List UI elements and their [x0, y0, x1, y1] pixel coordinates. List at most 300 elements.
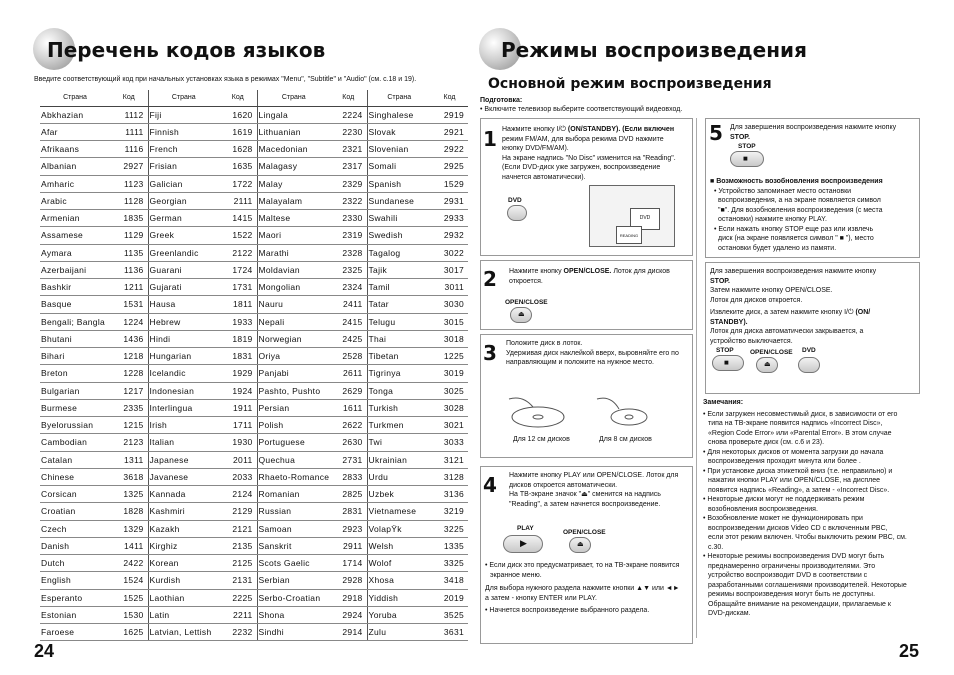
language-name-cell: Cambodian: [40, 434, 110, 451]
step-text-line: (Если DVD-диск уже загружен, воспроизведение: [502, 164, 661, 171]
language-name-cell: Wolof: [367, 555, 431, 572]
language-code-cell: 2328: [330, 244, 367, 261]
language-name-cell: Galician: [148, 175, 219, 192]
note-line: возобновления воспроизведения.: [708, 505, 818, 513]
language-code-cell: 2825: [330, 486, 367, 503]
language-name-cell: Tatar: [367, 296, 431, 313]
right-title-block: [479, 28, 807, 72]
note-line: воспроизведения проходит минута или более .: [708, 458, 861, 465]
language-code-cell: 1225: [431, 348, 468, 365]
table-row: [40, 123, 468, 140]
language-name-cell: Swahili: [367, 210, 431, 227]
note-line: преднамеренно ограничены производителями. Это: [708, 562, 876, 570]
dvd-button[interactable]: [507, 205, 527, 221]
language-name-cell: Persian: [257, 399, 330, 416]
note-line: • Возобновление может не функционировать при: [703, 515, 863, 522]
screen-label: DVD: [639, 215, 651, 221]
language-code-cell: 2919: [431, 106, 468, 123]
language-code-cell: 1411: [110, 537, 148, 554]
language-code-cell: 1711: [219, 417, 257, 434]
language-name-cell: Abkhazian: [40, 106, 110, 123]
language-name-cell: Esperanto: [40, 589, 110, 606]
open-close-label: OPEN/CLOSE: [505, 299, 548, 306]
language-code-cell: 1831: [219, 348, 257, 365]
language-name-cell: Catalan: [40, 451, 110, 468]
header-code: Код: [431, 90, 468, 106]
table-row: [40, 486, 468, 503]
language-code-cell: 2622: [330, 417, 367, 434]
step-text: [509, 267, 689, 286]
page-title: Перечень кодов языков: [47, 38, 326, 62]
dvd-label: DVD: [802, 347, 816, 354]
language-code-cell: 2211: [219, 606, 257, 623]
language-name-cell: Italian: [148, 434, 219, 451]
resume-title: Возможность возобновления воспроизведения: [716, 178, 883, 185]
language-code-cell: 1116: [110, 141, 148, 158]
table-row: [40, 348, 468, 365]
language-name-cell: Georgian: [148, 192, 219, 209]
note-line: • Если диск это предусматривает, то на ТВ-экране появится: [485, 562, 680, 569]
language-name-cell: Tamil: [367, 279, 431, 296]
step-text-line: откроется.: [509, 277, 543, 285]
language-code-cell: 2324: [330, 279, 367, 296]
language-name-cell: Lithuanian: [257, 123, 330, 140]
language-name-cell: Swedish: [367, 227, 431, 244]
language-name-cell: Rhaeto-Romance: [257, 468, 330, 485]
intro-text: Введите соответствующий код при начальных установках языка в режимах "Menu", "Subtitle" и "Audio" (см. с.18 и 19).: [34, 76, 417, 83]
language-name-cell: Moldavian: [257, 261, 330, 278]
note-line: • При установке диска этикеткой вниз (т.е. неправильно) и: [703, 467, 893, 475]
note-line: устройство воспроизводит DVD в соответствии с: [708, 572, 868, 579]
language-name-cell: Kirghiz: [148, 537, 219, 554]
language-code-cell: 1530: [110, 606, 148, 623]
language-code-cell: 2833: [330, 468, 367, 485]
language-code-cell: 2411: [330, 296, 367, 313]
left-title-block: [33, 28, 333, 72]
language-code-cell: 2611: [330, 365, 367, 382]
table-row: [40, 261, 468, 278]
language-name-cell: Serbo-Croatian: [257, 589, 330, 606]
language-code-cell: 2225: [219, 589, 257, 606]
language-code-cell: 2111: [219, 192, 257, 209]
language-code-cell: 2415: [330, 313, 367, 330]
dvd-button-label: DVD: [508, 197, 522, 204]
step-text-line: Нажмите кнопку PLAY или OPEN/CLOSE. Лоток для: [509, 472, 679, 479]
resume-line: остановки) нажмите кнопку PLAY.: [718, 216, 827, 223]
stop-icon: ■: [743, 154, 748, 163]
language-name-cell: Nauru: [257, 296, 330, 313]
eject-icon: ⏏: [577, 541, 584, 548]
open-close-button[interactable]: [569, 537, 591, 553]
language-name-cell: Malagasy: [257, 158, 330, 175]
language-code-cell: 2335: [110, 399, 148, 416]
note-line: типа на ТВ-экране появится надпись «Incorrect Disc»,: [708, 420, 883, 427]
note-line: DVD-дискам.: [708, 610, 751, 617]
language-code-cell: 2121: [219, 520, 257, 537]
language-code-cell: 2011: [219, 451, 257, 468]
note-line: разработанными соглашениями производителей. Некоторые: [708, 581, 907, 589]
language-code-cell: 2914: [330, 624, 367, 641]
language-name-cell: Burmese: [40, 399, 110, 416]
language-code-cell: 1135: [110, 244, 148, 261]
note-line: • Для некоторых дисков от момента загрузки до начала: [703, 448, 884, 456]
language-name-cell: Ukrainian: [367, 451, 431, 468]
language-code-cell: 2731: [330, 451, 367, 468]
disc-8cm-illustration: [591, 393, 661, 433]
note-line: режимы воспроизведения могут быть не доступны.: [708, 591, 876, 598]
language-name-cell: Malayalam: [257, 192, 330, 209]
header-lang: Страна: [367, 90, 431, 106]
language-name-cell: Kannada: [148, 486, 219, 503]
resume-line: воспроизведения, а на экране появляется символ: [718, 197, 881, 204]
table-row: [40, 279, 468, 296]
prep-label: Подготовка:: [480, 97, 523, 104]
end-line: (ON/: [855, 309, 871, 316]
language-name-cell: Arabic: [40, 192, 110, 209]
language-name-cell: Nepali: [257, 313, 330, 330]
language-name-cell: Faroese: [40, 624, 110, 641]
language-code-cell: 1224: [110, 313, 148, 330]
language-code-cell: 2425: [330, 330, 367, 347]
resume-line: "■". Для возобновления воспроизведения (с места: [718, 206, 883, 214]
language-name-cell: Hebrew: [148, 313, 219, 330]
header-code: Код: [330, 90, 367, 106]
step-number: 2: [483, 267, 497, 291]
stop-button[interactable]: [730, 151, 764, 167]
language-code-cell: 2135: [219, 537, 257, 554]
language-name-cell: Sanskrit: [257, 537, 330, 554]
caption-12cm: Для 12 см дисков: [513, 436, 570, 443]
note-line: • Начнется воспроизведение выбранного раздела.: [485, 607, 650, 614]
end-line: Извлеките диск, а затем нажмите кнопку: [710, 309, 843, 316]
language-code-cell: 2330: [330, 210, 367, 227]
language-name-cell: Telugu: [367, 313, 431, 330]
step-2-box: [480, 260, 693, 330]
play-button[interactable]: [503, 535, 543, 553]
language-code-cell: 1415: [219, 210, 257, 227]
language-name-cell: Tigrinya: [367, 365, 431, 382]
language-name-cell: Frisian: [148, 158, 219, 175]
language-name-cell: VolapŸk: [367, 520, 431, 537]
resume-section: [710, 177, 918, 253]
step-text-line: кнопку DVD/FM/AM).: [502, 145, 569, 152]
language-code-cell: 2922: [431, 141, 468, 158]
note-line: • Некоторые режимы воспроизведения DVD могут быть: [703, 553, 885, 560]
table-row: [40, 175, 468, 192]
language-code-cell: 3028: [431, 399, 468, 416]
language-code-cell: 2924: [330, 606, 367, 623]
language-code-cell: 3030: [431, 296, 468, 313]
language-code-cell: 2831: [330, 503, 367, 520]
language-code-cell: 1522: [219, 227, 257, 244]
language-code-cell: 1311: [110, 451, 148, 468]
language-name-cell: Tajik: [367, 261, 431, 278]
language-code-cell: 1217: [110, 382, 148, 399]
language-code-cell: 1930: [219, 434, 257, 451]
language-code-cell: 3418: [431, 572, 468, 589]
language-code-cell: 1819: [219, 330, 257, 347]
language-code-cell: 1211: [110, 279, 148, 296]
language-code-cell: 2124: [219, 486, 257, 503]
step-3-box: [480, 334, 693, 458]
notes-list: [703, 410, 925, 619]
step-5-box: [705, 118, 920, 258]
language-name-cell: Malay: [257, 175, 330, 192]
language-name-cell: Sindhi: [257, 624, 330, 641]
language-code-cell: 3017: [431, 261, 468, 278]
language-code-cell: 2322: [330, 192, 367, 209]
table-row: [40, 227, 468, 244]
open-close-label: OPEN/CLOSE: [750, 349, 793, 356]
language-name-cell: Bhutani: [40, 330, 110, 347]
table-row: [40, 244, 468, 261]
language-name-cell: Interlingua: [148, 399, 219, 416]
table-row: [40, 365, 468, 382]
end-line: Лоток для диска автоматически закрывается, а: [710, 328, 864, 335]
language-name-cell: Turkish: [367, 399, 431, 416]
note-line: Для выбора нужного раздела нажмите кнопки ▲▼ или ◄►: [485, 585, 680, 592]
language-code-cell: 2928: [330, 572, 367, 589]
step-text-line: OPEN/CLOSE.: [563, 268, 612, 275]
language-name-cell: Hausa: [148, 296, 219, 313]
language-code-cell: 2921: [431, 123, 468, 140]
language-name-cell: Oriya: [257, 348, 330, 365]
note-line: снова проверьте диск (см. с.6 и 23).: [708, 439, 825, 446]
language-code-cell: 1933: [219, 313, 257, 330]
step-text-line: Нажмите кнопку: [509, 268, 562, 275]
language-code-cell: 1620: [219, 106, 257, 123]
dvd-button[interactable]: [798, 357, 820, 373]
step-4-box: [480, 466, 693, 644]
language-name-cell: Icelandic: [148, 365, 219, 382]
resume-line: остановки будет удалено из памяти.: [718, 244, 837, 252]
language-name-cell: Javanese: [148, 468, 219, 485]
language-name-cell: Danish: [40, 537, 110, 554]
language-code-cell: 2925: [431, 158, 468, 175]
header-code: Код: [219, 90, 257, 106]
language-code-cell: 1828: [110, 503, 148, 520]
language-code-cell: 3618: [110, 468, 148, 485]
resume-line: • Устройство запоминает место остановки: [714, 187, 852, 195]
language-code-cell: 1811: [219, 296, 257, 313]
end-line: Для завершения воспроизведения нажмите кнопку: [710, 268, 877, 275]
note-line: появится надпись «Reading», а затем - «Incorrect Disc».: [708, 486, 890, 494]
step-1-box: [480, 118, 693, 256]
language-name-cell: Croatian: [40, 503, 110, 520]
language-code-cell: 2232: [219, 624, 257, 641]
language-code-cell: 1123: [110, 175, 148, 192]
language-name-cell: Chinese: [40, 468, 110, 485]
language-code-cell: 1628: [219, 141, 257, 158]
right-page: [477, 0, 954, 675]
tv-screen-icon: [589, 185, 675, 247]
step-text-line: На ТВ-экране значок "⏏" сменится на надпись: [509, 491, 661, 498]
language-name-cell: Xhosa: [367, 572, 431, 589]
language-code-cell: 2329: [330, 175, 367, 192]
language-name-cell: Urdu: [367, 468, 431, 485]
language-name-cell: French: [148, 141, 219, 158]
language-name-cell: Bengali; Bangla: [40, 313, 110, 330]
language-name-cell: Bulgarian: [40, 382, 110, 399]
stop-label: STOP: [738, 143, 756, 150]
language-name-cell: Thai: [367, 330, 431, 347]
end-line: Затем нажмите кнопку OPEN/CLOSE.: [710, 287, 833, 294]
language-name-cell: Macedonian: [257, 141, 330, 158]
language-code-cell: 2321: [330, 141, 367, 158]
language-name-cell: Breton: [40, 365, 110, 382]
language-code-cell: 2123: [110, 434, 148, 451]
language-code-cell: 1531: [110, 296, 148, 313]
end-text: [710, 267, 918, 346]
language-name-cell: Irish: [148, 417, 219, 434]
open-close-button[interactable]: [510, 307, 532, 323]
step-text-line: На экране надпись "No Disc" изменится на "Reading".: [502, 154, 676, 162]
language-name-cell: German: [148, 210, 219, 227]
language-name-cell: Sundanese: [367, 192, 431, 209]
step-text-line: Лоток для дисков: [613, 268, 670, 275]
table-row: [40, 210, 468, 227]
language-code-cell: 1436: [110, 330, 148, 347]
language-name-cell: Greenlandic: [148, 244, 219, 261]
table-row: [40, 451, 468, 468]
language-code-cell: 1329: [110, 520, 148, 537]
open-close-label: OPEN/CLOSE: [563, 529, 606, 536]
language-name-cell: Tibetan: [367, 348, 431, 365]
table-row: [40, 296, 468, 313]
table-row: [40, 313, 468, 330]
language-code-cell: 3019: [431, 365, 468, 382]
language-code-cell: 2931: [431, 192, 468, 209]
language-name-cell: Japanese: [148, 451, 219, 468]
language-name-cell: Twi: [367, 434, 431, 451]
note-line: а затем - кнопку ENTER или PLAY.: [485, 594, 597, 602]
language-name-cell: Zulu: [367, 624, 431, 641]
table-row: [40, 399, 468, 416]
end-playback-box: [705, 262, 920, 394]
play-label: PLAY: [517, 525, 534, 532]
language-name-cell: Albanian: [40, 158, 110, 175]
language-name-cell: Afar: [40, 123, 110, 140]
language-code-cell: 3021: [431, 417, 468, 434]
language-code-cell: 1112: [110, 106, 148, 123]
language-name-cell: Norwegian: [257, 330, 330, 347]
language-name-cell: Guarani: [148, 261, 219, 278]
language-code-cell: 3219: [431, 503, 468, 520]
language-name-cell: Laothian: [148, 589, 219, 606]
language-name-cell: Basque: [40, 296, 110, 313]
language-name-cell: Azerbaijani: [40, 261, 110, 278]
note-line: Обращайте внимание на рекомендации, прилагаемые к: [708, 600, 891, 608]
table-row: [40, 158, 468, 175]
language-name-cell: Yoruba: [367, 606, 431, 623]
language-code-cell: 2131: [219, 572, 257, 589]
table-row: [40, 434, 468, 451]
step-text: [502, 125, 692, 182]
language-name-cell: Czech: [40, 520, 110, 537]
table-row: [40, 589, 468, 606]
stop-button[interactable]: [712, 355, 744, 371]
language-code-cell: 2122: [219, 244, 257, 261]
language-name-cell: Somali: [367, 158, 431, 175]
table-row: [40, 141, 468, 158]
language-code-cell: 1611: [330, 399, 367, 416]
column-divider: [696, 118, 697, 638]
language-code-cell: 2918: [330, 589, 367, 606]
step-text-line: Нажмите кнопку: [502, 126, 555, 133]
language-code-cell: 1714: [330, 555, 367, 572]
notes-title: Замечания:: [703, 399, 744, 406]
language-name-cell: Gujarati: [148, 279, 219, 296]
language-name-cell: Bashkir: [40, 279, 110, 296]
language-code-table: [40, 90, 468, 641]
language-code-cell: 2224: [330, 106, 367, 123]
language-code-cell: 3128: [431, 468, 468, 485]
language-code-cell: 3136: [431, 486, 468, 503]
table-row: [40, 330, 468, 347]
language-name-cell: Pashto, Pushto: [257, 382, 330, 399]
language-name-cell: Corsican: [40, 486, 110, 503]
caption-8cm: Для 8 см дисков: [599, 436, 652, 443]
language-code-cell: 1619: [219, 123, 257, 140]
language-code-cell: 2422: [110, 555, 148, 572]
table-row: [40, 520, 468, 537]
language-name-cell: Aymara: [40, 244, 110, 261]
page-number: 24: [34, 641, 55, 661]
open-close-button[interactable]: [756, 357, 778, 373]
step-text: [506, 339, 692, 368]
language-name-cell: Quechua: [257, 451, 330, 468]
language-code-cell: 2033: [219, 468, 257, 485]
language-code-cell: 2923: [330, 520, 367, 537]
table-row: [40, 537, 468, 554]
table-row: [40, 382, 468, 399]
language-name-cell: Panjabi: [257, 365, 330, 382]
language-name-cell: Singhalese: [367, 106, 431, 123]
language-code-cell: 3025: [431, 382, 468, 399]
language-name-cell: Spanish: [367, 175, 431, 192]
page-title: Режимы воспроизведения: [501, 38, 807, 62]
header-code: Код: [110, 90, 148, 106]
language-code-cell: 1529: [431, 175, 468, 192]
language-code-cell: 3121: [431, 451, 468, 468]
end-line: устройство выключается.: [710, 337, 793, 345]
language-name-cell: Dutch: [40, 555, 110, 572]
language-name-cell: Indonesian: [148, 382, 219, 399]
header-lang: Страна: [257, 90, 330, 106]
language-name-cell: Yiddish: [367, 589, 431, 606]
note-line: • Если загружен несовместимый диск, в зависимости от его: [703, 410, 898, 418]
reading-screen: READING: [616, 226, 642, 244]
step-text-line: STOP.: [730, 133, 750, 141]
language-name-cell: Russian: [257, 503, 330, 520]
language-code-cell: 3018: [431, 330, 468, 347]
language-code-cell: 1625: [110, 624, 148, 641]
step-number: 1: [483, 127, 497, 151]
language-code-cell: 3015: [431, 313, 468, 330]
prep-text: • Включите телевизор выберите соответствующий видеовход.: [480, 106, 683, 113]
eject-icon: ⏏: [518, 311, 525, 318]
step-text-line: направляющим и положите на нужное место.: [506, 359, 654, 366]
language-code-cell: 1524: [110, 572, 148, 589]
language-name-cell: Greek: [148, 227, 219, 244]
language-name-cell: Byelorussian: [40, 417, 110, 434]
language-code-cell: 2129: [219, 503, 257, 520]
language-code-cell: 2932: [431, 227, 468, 244]
language-code-cell: 1722: [219, 175, 257, 192]
language-code-cell: 2319: [330, 227, 367, 244]
language-code-cell: 2325: [330, 261, 367, 278]
note-line: если этот режим включен. Чтобы выключить режим PBC, см.: [708, 534, 907, 541]
